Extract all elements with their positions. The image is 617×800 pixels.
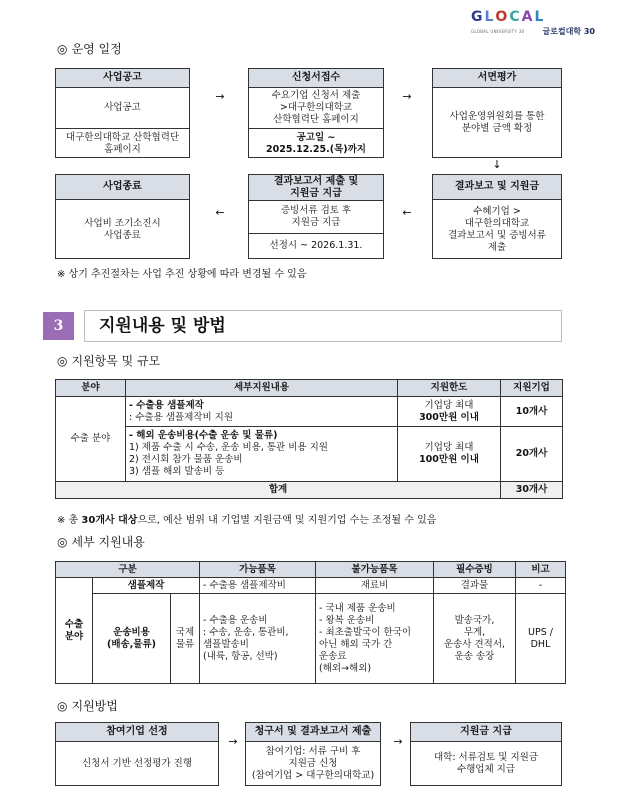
right-arrow-icon: →	[215, 90, 225, 103]
limit-cell: 기업당 최대 300만원 이내	[398, 397, 501, 427]
column-header: 지원기업	[501, 380, 563, 397]
detail-body: 1) 제품 수출 시 수송, 운송 비용, 통관 비용 지원 2) 전시회 참가 물품 운송비 3) 샘플 해외 발송비 등	[129, 442, 328, 477]
flow-box-title: 서면평가	[433, 69, 561, 88]
method-box-body: 참여기업: 서류 구비 후 지원금 신청 (참여기업 > 대구한의대학교)	[251, 746, 375, 781]
schedule-note: ※ 상기 추진절차는 사업 추진 상황에 따라 변경될 수 있음	[57, 269, 307, 280]
table-row	[56, 397, 563, 427]
glocal-logo	[471, 10, 595, 40]
logo-small-text: GLOBAL UNIVERSITY 30	[471, 29, 525, 34]
count-cell: 10개사	[501, 397, 563, 427]
column-header: 필수증빙	[434, 562, 516, 578]
logo-letter: C	[509, 9, 520, 25]
flow-box-cell: 대구한의대학교 산학협력단 홈페이지	[56, 128, 189, 158]
category-cell: 수출 분야	[56, 578, 93, 684]
column-header: 가능품목	[200, 562, 316, 578]
logo-letters	[471, 10, 595, 24]
right-arrow-icon: →	[402, 90, 412, 103]
detail-cell	[126, 397, 398, 427]
limit-cell: 기업당 최대 100만원 이내	[398, 427, 501, 482]
logo-letter: O	[495, 9, 508, 25]
evidence-cell: 결과물	[434, 578, 516, 594]
detail-cell	[126, 427, 398, 482]
flow-box-title: 결과보고 및 지원금	[433, 175, 561, 200]
total-label: 합계	[56, 482, 501, 499]
table-row	[56, 594, 566, 684]
logo-letter: L	[534, 9, 544, 25]
column-header: 지원한도	[398, 380, 501, 397]
impossible-cell: - 국내 제품 운송비 - 왕복 운송비 - 최초출발국이 한국이 아닌 해외 국가 간 운송료 (해외→해외)	[316, 594, 434, 684]
method-box-payment	[410, 722, 562, 786]
section-title: 지원내용 및 방법	[84, 310, 562, 342]
detail-body: : 수출용 샘플제작비 지원	[129, 411, 234, 423]
method-box-selection	[55, 722, 219, 786]
column-header: 구분	[56, 562, 200, 578]
flow-box-cell: 사업비 조기소진시 사업종료	[84, 217, 161, 241]
sub-category-cell: 국제 물류	[171, 594, 200, 684]
method-box-body: 신청서 기반 선정평가 진행	[81, 758, 192, 769]
circle-mark-icon: ◎	[57, 699, 68, 713]
flow-box-cell: 수혜기업 > 대구한의대학교 결과보고서 및 증빙서류 제출	[448, 205, 546, 253]
flow-box-application	[248, 68, 384, 158]
right-arrow-icon: →	[228, 735, 238, 748]
logo-letter: G	[471, 9, 483, 25]
support-items-table	[55, 379, 563, 499]
flow-box-report	[432, 174, 562, 259]
circle-mark-icon: ◎	[57, 354, 68, 368]
left-arrow-icon: ←	[402, 206, 412, 219]
column-header: 세부지원내용	[126, 380, 398, 397]
circle-mark-icon: ◎	[57, 42, 68, 56]
flow-box-title: 신청서접수	[249, 69, 383, 88]
method-box-title: 지원금 지급	[411, 723, 561, 742]
method-box-claim	[245, 722, 381, 786]
flow-box-cell: 사업공고	[104, 102, 141, 113]
flow-box-title: 결과보고서 제출 및 지원금 지급	[249, 175, 383, 201]
logo-letter: A	[521, 9, 533, 25]
detail-support-table	[55, 561, 566, 684]
total-row	[56, 482, 563, 499]
support-items-note: ※ 총 30개사 대상으로, 예산 범위 내 기업별 지원금액 및 지원기업 수는 조정될 수 있음	[57, 515, 437, 526]
down-arrow-icon: ↓	[492, 158, 502, 171]
possible-cell: - 수출용 운송비 : 수송, 운송, 통관비, 샘플발송비 (내륙, 항공, 선박)	[200, 594, 316, 684]
flow-box-title: 사업종료	[56, 175, 189, 200]
schedule-heading: ◎ 운영 일정	[57, 42, 122, 56]
column-header: 분야	[56, 380, 126, 397]
flow-box-cell: 사업운영위원회를 통한 분야별 금액 확정	[449, 111, 545, 134]
method-box-title: 청구서 및 결과보고서 제출	[246, 723, 380, 742]
flow-box-cell: 증빙서류 검토 후 지원금 지급	[280, 205, 352, 228]
logo-text: 글로컬대학 30	[542, 27, 595, 36]
flow-box-cell: 공고일 ~ 2025.12.25.(목)까지	[249, 128, 383, 158]
flow-box-end	[55, 174, 190, 259]
count-cell: 20개사	[501, 427, 563, 482]
support-items-heading: ◎ 지원항목 및 규모	[57, 354, 161, 368]
item-name-cell: 운송비용 (배송,물류)	[93, 594, 171, 684]
possible-cell: - 수출용 샘플제작비	[200, 578, 316, 594]
right-arrow-icon: →	[393, 735, 403, 748]
impossible-cell: 재료비	[316, 578, 434, 594]
flow-box-cell: 수요기업 신청서 제출 >대구한의대학교 산학협력단 홈페이지	[271, 90, 361, 125]
circle-mark-icon: ◎	[57, 535, 68, 549]
table-row	[56, 578, 566, 594]
column-header: 비고	[516, 562, 566, 578]
total-value: 30개사	[501, 482, 563, 499]
remark-cell: -	[516, 578, 566, 594]
left-arrow-icon: ←	[215, 206, 225, 219]
detail-title: - 수출용 샘플제작	[129, 399, 204, 411]
flow-box-cell: 선정시 ~ 2026.1.31.	[249, 233, 383, 258]
detail-title: - 해외 운송비용(수출 운송 및 물류)	[129, 430, 278, 441]
column-header: 불가능품목	[316, 562, 434, 578]
flow-box-announcement	[55, 68, 190, 158]
table-row	[56, 427, 563, 482]
item-name-cell: 샘플제작	[93, 578, 200, 594]
method-heading: ◎ 지원방법	[57, 699, 118, 713]
field-cell: 수출 분야	[56, 397, 126, 482]
logo-letter: L	[484, 9, 494, 25]
flow-box-title: 사업공고	[56, 69, 189, 88]
method-box-body: 대학: 서류검토 및 지원금 수행업체 지급	[433, 752, 539, 775]
evidence-cell: 발송국가, 무게, 운송사 견적서, 운송 송장	[434, 594, 516, 684]
section-number: 3	[43, 312, 74, 340]
flow-box-evaluation	[432, 68, 562, 158]
flow-box-payment	[248, 174, 384, 259]
remark-cell: UPS / DHL	[516, 594, 566, 684]
detail-support-heading: ◎ 세부 지원내용	[57, 535, 145, 549]
method-box-title: 참여기업 선정	[56, 723, 218, 742]
